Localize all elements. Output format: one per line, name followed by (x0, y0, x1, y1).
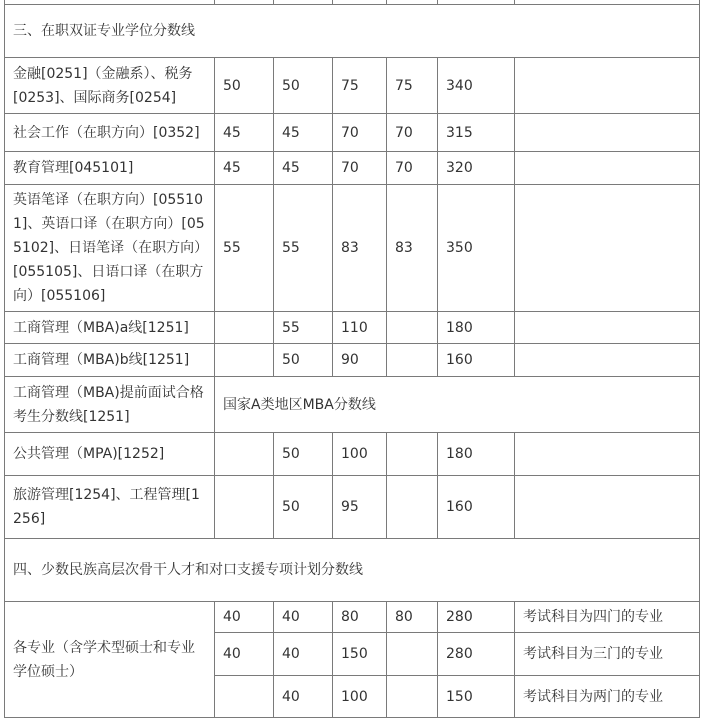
score-cell (215, 433, 274, 476)
major-name: 社会工作（在职方向）[0352] (5, 114, 215, 152)
table-row (5, 58, 700, 114)
section-4-title: 四、少数民族高层次骨干人才和对口支援专项计划分数线 (5, 539, 700, 602)
score-cell: 80 (387, 602, 438, 633)
section-3-header-row (5, 5, 700, 58)
remark-cell: 考试科目为三门的专业 (515, 633, 700, 676)
total-score: 280 (438, 633, 515, 676)
remark-cell (515, 433, 700, 476)
total-score: 160 (438, 476, 515, 539)
score-cell: 95 (333, 476, 387, 539)
score-cell: 110 (333, 312, 387, 344)
score-cell (215, 476, 274, 539)
score-cell: 50 (215, 58, 274, 114)
total-score: 340 (438, 58, 515, 114)
score-cell (215, 344, 274, 377)
table-row (5, 152, 700, 185)
section-3-title: 三、在职双证专业学位分数线 (5, 5, 700, 58)
total-score: 160 (438, 344, 515, 377)
remark-cell: 考试科目为四门的专业 (515, 602, 700, 633)
major-name: 公共管理（MPA)[1252] (5, 433, 215, 476)
score-cell: 75 (333, 58, 387, 114)
table-row (5, 185, 700, 312)
score-cell: 150 (333, 633, 387, 676)
score-cell (387, 476, 438, 539)
score-cell (387, 433, 438, 476)
score-cell (215, 676, 274, 718)
score-cell: 50 (274, 433, 333, 476)
remark-cell: 考试科目为两门的专业 (515, 676, 700, 718)
score-cell: 50 (274, 344, 333, 377)
remark-cell (515, 114, 700, 152)
score-cell: 45 (215, 114, 274, 152)
score-cell: 70 (387, 114, 438, 152)
table-row (5, 476, 700, 539)
score-cell: 40 (274, 676, 333, 718)
table-row (5, 344, 700, 377)
score-note: 国家A类地区MBA分数线 (215, 377, 700, 433)
score-cell (387, 344, 438, 377)
table-row (5, 312, 700, 344)
score-cell: 70 (387, 152, 438, 185)
score-cell: 40 (215, 633, 274, 676)
score-cell: 50 (274, 476, 333, 539)
total-score: 150 (438, 676, 515, 718)
score-cell: 50 (274, 58, 333, 114)
score-cell: 55 (274, 185, 333, 312)
major-name: 工商管理（MBA)b线[1251] (5, 344, 215, 377)
score-cell: 55 (274, 312, 333, 344)
score-cell: 100 (333, 433, 387, 476)
remark-cell (515, 344, 700, 377)
table-row (5, 433, 700, 476)
score-cell (387, 312, 438, 344)
score-cell: 55 (215, 185, 274, 312)
total-score: 180 (438, 433, 515, 476)
score-cell: 100 (333, 676, 387, 718)
score-cell: 40 (274, 633, 333, 676)
total-score: 320 (438, 152, 515, 185)
score-cell (387, 676, 438, 718)
score-cell: 40 (274, 602, 333, 633)
table-row (5, 114, 700, 152)
score-cell (387, 633, 438, 676)
section-4-header-row (5, 539, 700, 602)
remark-cell (515, 185, 700, 312)
major-name: 工商管理（MBA)a线[1251] (5, 312, 215, 344)
table-row (5, 602, 700, 633)
major-name: 金融[0251]（金融系）、税务[0253]、国际商务[0254] (5, 58, 215, 114)
score-cell: 40 (215, 602, 274, 633)
total-score: 180 (438, 312, 515, 344)
remark-cell (515, 312, 700, 344)
score-cell: 75 (387, 58, 438, 114)
major-name: 英语笔译（在职方向）[055101]、英语口译（在职方向）[055102]、日语笔译（在职方向）[055105]、日语口译（在职方向）[055106] (5, 185, 215, 312)
score-cell: 83 (387, 185, 438, 312)
total-score: 350 (438, 185, 515, 312)
score-cell: 45 (274, 152, 333, 185)
major-name: 各专业（含学术型硕士和专业学位硕士） (5, 602, 215, 718)
remark-cell (515, 152, 700, 185)
total-score: 315 (438, 114, 515, 152)
score-cell: 83 (333, 185, 387, 312)
score-cell: 80 (333, 602, 387, 633)
remark-cell (515, 58, 700, 114)
total-score: 280 (438, 602, 515, 633)
score-cell: 90 (333, 344, 387, 377)
major-name: 旅游管理[1254]、工程管理[1256] (5, 476, 215, 539)
major-name: 工商管理（MBA)提前面试合格考生分数线[1251] (5, 377, 215, 433)
score-cell: 70 (333, 152, 387, 185)
major-name: 教育管理[045101] (5, 152, 215, 185)
score-cell: 70 (333, 114, 387, 152)
remark-cell (515, 476, 700, 539)
score-line-table (4, 0, 700, 718)
score-cell: 45 (215, 152, 274, 185)
score-cell: 45 (274, 114, 333, 152)
table-row (5, 377, 700, 433)
score-cell (215, 312, 274, 344)
